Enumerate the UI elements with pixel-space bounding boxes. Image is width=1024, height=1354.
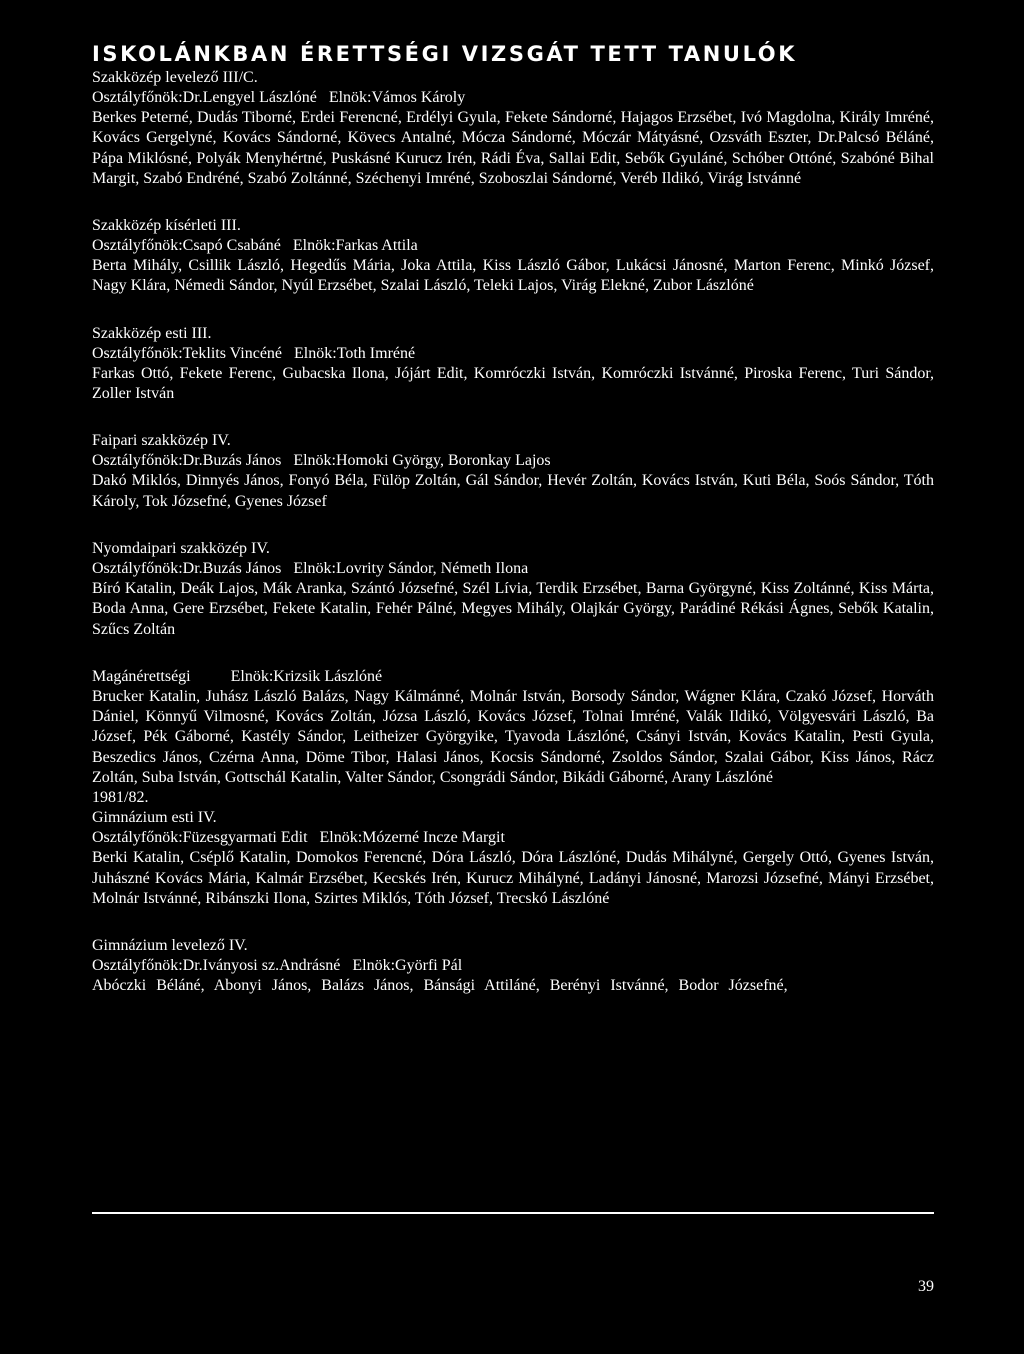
student-list: Dakó Miklós, Dinnyés János, Fonyó Béla, Fülöp Zoltán, Gál Sándor, Hevér Zoltán, Kovács István, Kuti Béla, Soós Sándor, Tóth Károly, Tok Józsefné, Gyenes József (92, 472, 934, 510)
class-heading: Magánérettségi (92, 667, 191, 685)
class-staff-line (92, 828, 934, 848)
school-year: 1981/82. (92, 789, 149, 807)
student-list: Berki Katalin, Cséplő Katalin, Domokos Ferencné, Dóra László, Dóra Lászlóné, Dudás Mihályné, Gergely Ottó, Gyenes István, Juhászné Kovács Mária, Kalmár Erzsébet, Kecskés Irén, Kurucz Mihályné, Ladányi Jánosné, Marozsi Józsefné, Mányi Erzsébet, Molnár Istvánné, Ribánszki Ilona, Szirtes Miklós, Tóth József, Trecskó Lászlóné (92, 849, 934, 907)
page-content (92, 40, 934, 997)
exam-chair: Elnök:Farkas Attila (292, 237, 418, 255)
exam-chair: Elnök:Krizsik Lászlóné (230, 667, 383, 685)
class-section (92, 68, 934, 189)
class-staff-line (92, 451, 934, 471)
student-list: Berta Mihály, Csillik László, Hegedűs Mária, Joka Attila, Kiss László Gábor, Lukácsi Jánosné, Marton Ferenc, Minkó József, Nagy Klára, Némedi Sándor, Nyúl Erzsébet, Szalai László, Teleki Lajos, Virág Elekné, Zubor Lászlóné (92, 257, 934, 295)
class-heading: Szakközép levelező III/C. (92, 69, 258, 86)
class-teacher: Osztályfőnök:Dr.Iványosi sz.Andrásné (92, 957, 341, 975)
class-heading: Nyomdaipari szakközép IV. (92, 539, 270, 557)
class-section (92, 936, 934, 996)
page-title: ISKOLÁNKBAN ÉRETTSÉGI VIZSGÁT TETT TANULÓK (92, 42, 798, 66)
class-section (92, 216, 934, 297)
exam-chair: Elnök:Lovrity Sándor, Németh Ilona (293, 559, 529, 577)
class-heading: Szakközép kísérleti III. (92, 217, 241, 235)
class-teacher: Osztályfőnök:Teklits Vincéné (92, 344, 283, 362)
student-list: Abóczki Béláné, Abonyi János, Balázs János, Bánsági Attiláné, Berényi Istvánné, Bodor Józsefné, (92, 977, 788, 995)
class-staff-line (92, 236, 934, 256)
class-staff-line (92, 559, 934, 579)
student-list: Bíró Katalin, Deák Lajos, Mák Aranka, Szántó Józsefné, Szél Lívia, Terdik Erzsébet, Barna Györgyné, Kiss Zoltánné, Kiss Márta, Boda Anna, Gere Erzsébet, Fekete Katalin, Fehér Pálné, Megyes Mihály, Olajkár György, Parádiné Rékási Ágnes, Sebők Katalin, Szűcs Zoltán (92, 579, 934, 638)
class-staff-line (92, 344, 934, 364)
class-teacher: Osztályfőnök:Dr.Buzás János (92, 559, 282, 577)
student-list: Farkas Ottó, Fekete Ferenc, Gubacska Ilona, Jójárt Edit, Komróczki István, Komróczki Istvánné, Piroska Ferenc, Turi Sándor, Zoller István (92, 364, 934, 403)
private-exam-section (92, 667, 934, 788)
class-heading: Szakközép esti III. (92, 324, 212, 342)
class-section (92, 431, 934, 512)
class-section (92, 808, 934, 909)
private-exam-heading-line (92, 667, 934, 687)
exam-chair: Elnök:Toth Imréné (294, 344, 416, 362)
class-heading: Gimnázium levelező IV. (92, 937, 248, 955)
exam-chair: Elnök:Homoki György, Boronkay Lajos (293, 452, 551, 470)
class-teacher: Osztályfőnök:Csapó Csabáné (92, 237, 281, 255)
class-heading: Gimnázium esti IV. (92, 809, 217, 827)
student-list: Berkes Peterné, Dudás Tiborné, Erdei Ferencné, Erdélyi Gyula, Fekete Sándorné, Hajagos Erzsébet, Ivó Magdolna, Király Imréné, Kovács Gergelyné, Kovács Sándorné, Kövecs Antalné, Mócza Sándorné, Móczár Mátyásné, Ozsváth Eszter, Dr.Palcsó Béláné, Pápa Miklósné, Polyák Menyhértné, Puskásné Kurucz Irén, Rádi Éva, Sallai Edit, Sebők Gyuláné, Schóber Ottóné, Szabóné Bihal Margit, Szabó Endréné, Szabó Zoltánné, Széchenyi Imréné, Szoboszlai Sándorné, Veréb Ildikó, Virág Istvánné (92, 109, 934, 187)
page-number: 39 (918, 1278, 934, 1295)
class-staff-line (92, 88, 934, 108)
exam-chair: Elnök:Györfi Pál (352, 957, 463, 975)
class-teacher: Osztályfőnök:Dr.Lengyel Lászlóné (92, 89, 317, 106)
class-teacher: Osztályfőnök:Dr.Buzás János (92, 452, 282, 470)
class-heading: Faipari szakközép IV. (92, 432, 231, 450)
exam-chair: Elnök:Mózerné Incze Margit (319, 829, 505, 847)
class-staff-line (92, 956, 934, 976)
class-teacher: Osztályfőnök:Füzesgyarmati Edit (92, 829, 308, 847)
class-section (92, 324, 934, 405)
exam-chair: Elnök:Vámos Károly (328, 89, 466, 106)
student-list: Brucker Katalin, Juhász László Balázs, Nagy Kálmánné, Molnár István, Borsody Sándor, Wágner Klára, Czakó József, Horváth Dániel, Könnyű Vilmosné, Kovács Zoltán, Józsa László, Kovács József, Tolnai Imréné, Valák Ildikó, Völgyesvári László, Ba József, Pék Gáborné, Kastély Sándor, Leitheizer Györgyike, Tyavoda Lászlóné, Csányi István, Kovács Katalin, Pesti Gyula, Beszedics János, Czérna Anna, Döme Tibor, Halasi János, Kocsis Sándorné, Zsoldos Sándor, Szalai Gábor, Kiss János, Rácz Zoltán, Suba István, Gottschál Katalin, Valter Sándor, Csongrádi Sándor, Bikádi Gáborné, Arany Lászlóné (92, 687, 934, 787)
footer-rule (92, 1212, 934, 1214)
class-section (92, 539, 934, 640)
